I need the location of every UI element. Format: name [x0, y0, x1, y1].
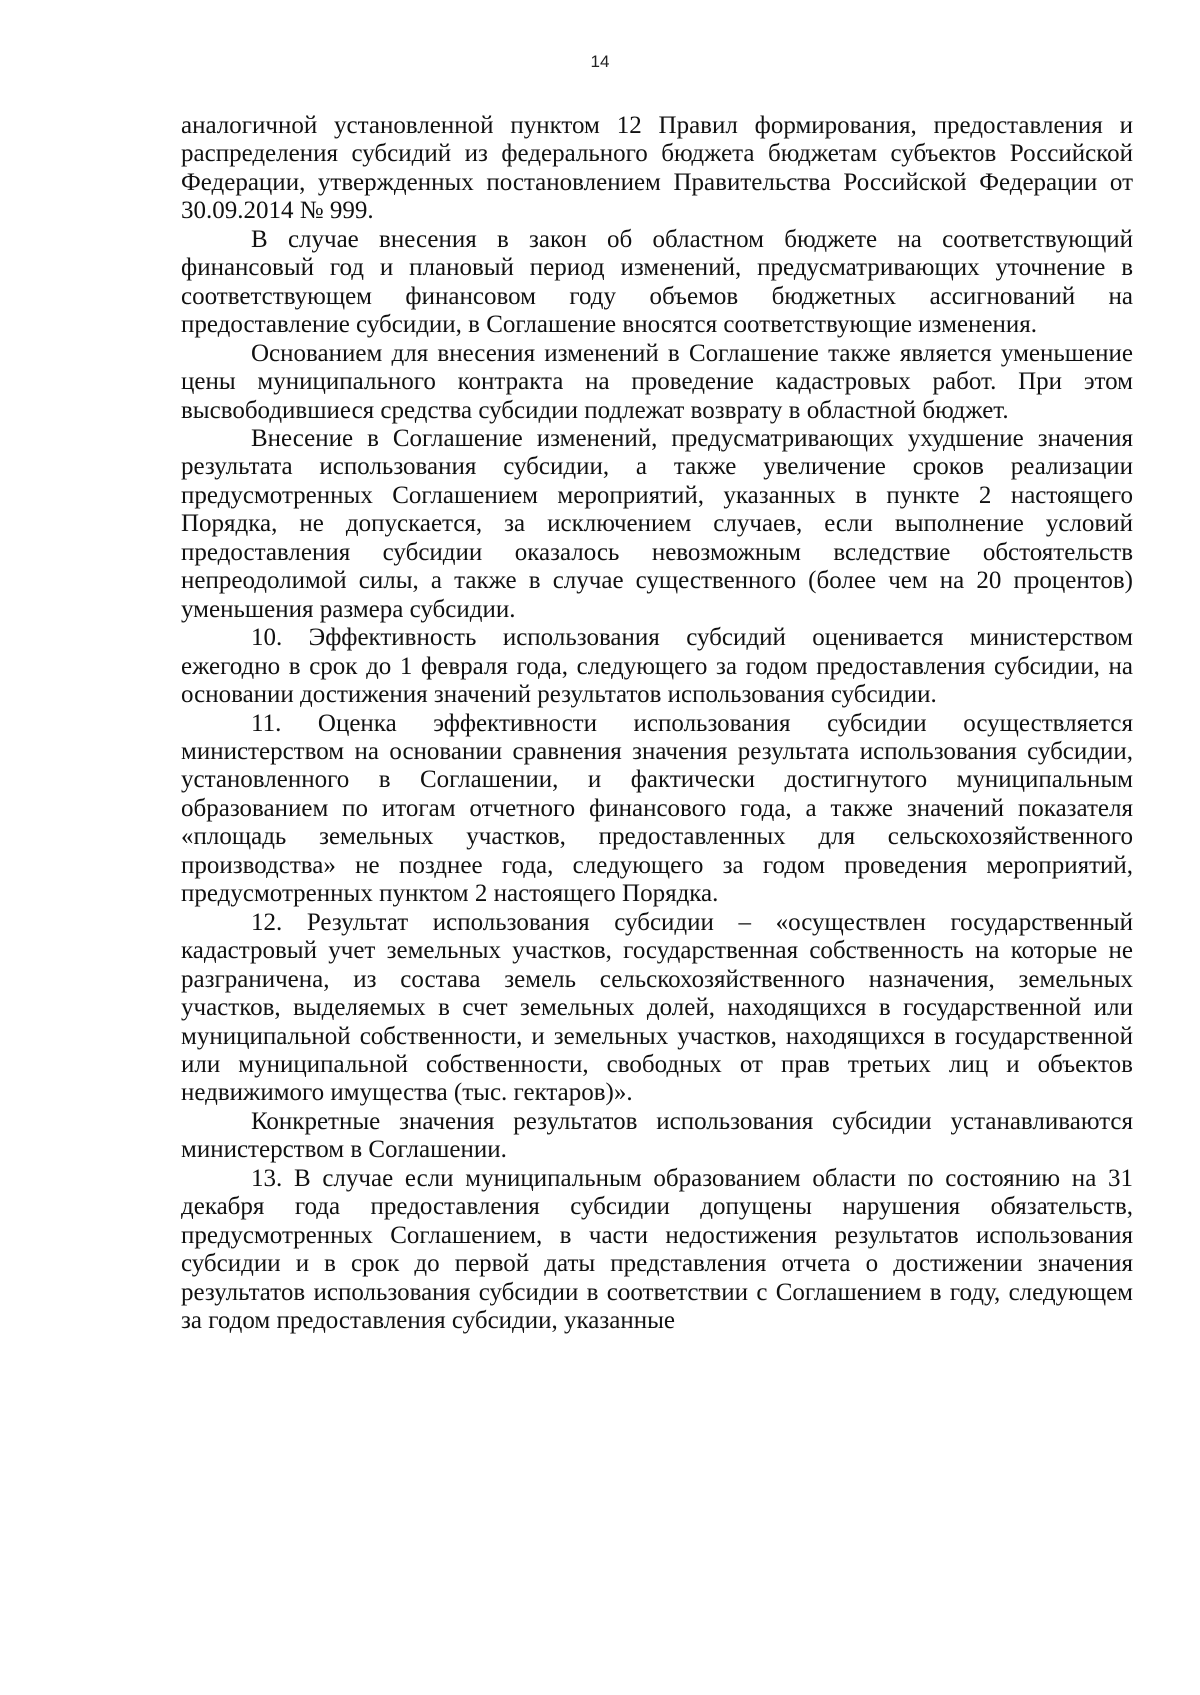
paragraph-specific-values: Конкретные значения результатов использования субсидии устанавливаются министерством в Соглашении.	[181, 1107, 1133, 1164]
paragraph-continuation: аналогичной установленной пунктом 12 Правил формирования, предоставления и распределения субсидий из федерального бюджета бюджетам субъектов Российской Федерации, утвержденных постановлением Правительства Российской Федерации от 30.09.2014 № 999.	[181, 112, 1133, 225]
paragraph-item-11: 11. Оценка эффективности использования субсидии осуществляется министерством на основании сравнения значения результата использования субсидии, установленного в Соглашении, и фактически достигнутого муниципальным образованием по итогам отчетного финансового года, а также значений показателя «площадь земельных участков, предоставленных для сельскохозяйственного производства» не позднее года, следующего за годом проведения мероприятий, предусмотренных пунктом 2 настоящего Порядка.	[181, 709, 1133, 908]
document-body	[181, 112, 1133, 1335]
paragraph-contract-price: Основанием для внесения изменений в Соглашение также является уменьшение цены муниципального контракта на проведение кадастровых работ. При этом высвободившиеся средства субсидии подлежат возврату в областной бюджет.	[181, 339, 1133, 424]
paragraph-item-13: 13. В случае если муниципальным образованием области по состоянию на 31 декабря года предоставления субсидии допущены нарушения обязательств, предусмотренных Соглашением, в части недостижения результатов использования субсидии и в срок до первой даты представления отчета о достижении значения результатов использования субсидии в соответствии с Соглашением в году, следующем за годом предоставления субсидии, указанные	[181, 1164, 1133, 1335]
paragraph-item-10: 10. Эффективность использования субсидий оценивается министерством ежегодно в срок до 1 февраля года, следующего за годом предоставления субсидии, на основании достижения значений результатов использования субсидии.	[181, 624, 1133, 709]
paragraph-item-12: 12. Результат использования субсидии – «осуществлен государственный кадастровый учет земельных участков, государственная собственность на которые не разграничена, из состава земель сельскохозяйственного назначения, земельных участков, выделяемых в счет земельных долей, находящихся в государственной или муниципальной собственности, и земельных участков, находящихся в государственной или муниципальной собственности, свободных от прав третьих лиц и объектов недвижимого имущества (тыс. гектаров)».	[181, 908, 1133, 1107]
paragraph-agreement-changes: Внесение в Соглашение изменений, предусматривающих ухудшение значения результата использования субсидии, а также увеличение сроков реализации предусмотренных Соглашением мероприятий, указанных в пункте 2 настоящего Порядка, не допускается, за исключением случаев, если выполнение условий предоставления субсидии оказалось невозможным вследствие обстоятельств непреодолимой силы, а также в случае существенного (более чем на 20 процентов) уменьшения размера субсидии.	[181, 424, 1133, 623]
page-number: 14	[590, 52, 610, 71]
paragraph-budget-changes: В случае внесения в закон об областном бюджете на соответствующий финансовый год и плановый период изменений, предусматривающих уточнение в соответствующем финансовом году объемов бюджетных ассигнований на предоставление субсидии, в Соглашение вносятся соответствующие изменения.	[181, 225, 1133, 339]
